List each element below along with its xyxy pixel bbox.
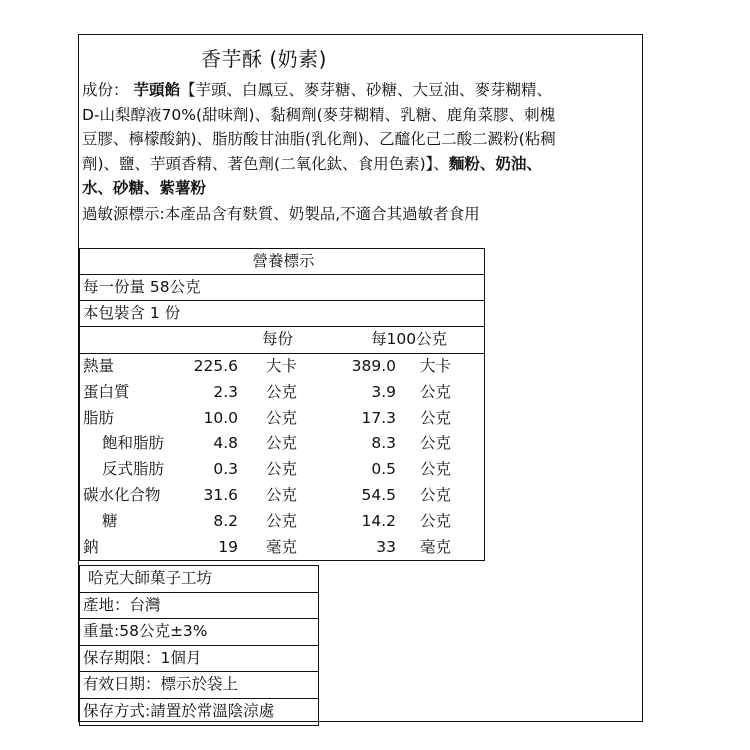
- nutrient-row: [80, 509, 484, 535]
- nutrient-name: 碳水化合物: [83, 485, 161, 504]
- ingredients-line: [82, 152, 638, 177]
- nutrition-title: 營養標示: [80, 249, 485, 275]
- col-per-100g: 每100公克: [371, 330, 448, 348]
- product-label: [78, 34, 643, 722]
- nutrient-row: [80, 354, 484, 380]
- ingredients-list: [82, 78, 638, 201]
- unit-per-serving: 公克: [266, 434, 298, 453]
- nutrient-name: 糖: [102, 511, 118, 530]
- ingredients-line: [82, 127, 638, 152]
- unit-per-serving: 公克: [266, 460, 298, 479]
- unit-per-serving: 公克: [266, 485, 298, 504]
- nutrition-column-headers: [80, 327, 485, 354]
- nutrient-name: 飽和脂肪: [102, 434, 165, 453]
- unit-per-serving: 毫克: [266, 537, 298, 556]
- unit-per-100g: 公克: [420, 434, 452, 453]
- ingredients-line: [82, 103, 638, 128]
- ingredient-bold: 麵粉、奶油、: [448, 154, 542, 173]
- ingredient-text: D-山梨醇液70%(甜味劑)、黏稠劑(麥芽糊精、乳糖、鹿角菜膠、刺槐: [82, 105, 556, 124]
- nutrient-row: [80, 483, 484, 509]
- allergen-notice: 過敏源標示:本產品含有麩質、奶製品,不適合其過敏者食用: [82, 205, 480, 223]
- ingredient-text: 劑)、鹽、芋頭香精、著色劑(二氧化鈦、食用色素)】、: [82, 154, 449, 173]
- ingredient-text: 豆膠、檸檬酸鈉)、脂肪酸甘油脂(乳化劑)、乙醯化己二酸二澱粉(粘稠: [82, 130, 556, 148]
- value-per-100g: 14.2: [361, 511, 396, 530]
- servings-per-package: 本包裝含 1 份: [80, 301, 485, 327]
- nutrient-row: [80, 535, 484, 561]
- nutrient-name: 反式脂肪: [102, 460, 165, 479]
- nutrient-row: [80, 406, 484, 432]
- nutrition-facts-table: [79, 248, 485, 561]
- ingredients-label: 成份：: [82, 81, 129, 99]
- value-per-serving: 225.6: [193, 357, 238, 375]
- unit-per-100g: 公克: [420, 382, 452, 401]
- nutrient-name: 蛋白質: [83, 382, 130, 401]
- nutrient-name: 熱量: [83, 357, 115, 375]
- value-per-serving: 31.6: [203, 485, 238, 504]
- unit-per-100g: 公克: [420, 408, 452, 427]
- unit-per-serving: 大卡: [266, 357, 298, 375]
- value-per-100g: 389.0: [351, 357, 396, 375]
- nutrient-name: 鈉: [83, 537, 99, 556]
- value-per-100g: 33: [376, 537, 396, 556]
- product-info-table: [79, 565, 319, 726]
- nutrient-row: [80, 457, 484, 483]
- value-per-100g: 8.3: [371, 434, 396, 453]
- value-per-serving: 4.8: [213, 434, 238, 453]
- value-per-serving: 19: [218, 537, 238, 556]
- ingredients-line: [82, 78, 638, 103]
- unit-per-100g: 公克: [420, 511, 452, 530]
- unit-per-100g: 大卡: [420, 357, 452, 375]
- unit-per-100g: 公克: [420, 485, 452, 504]
- value-per-100g: 54.5: [361, 485, 396, 504]
- value-per-serving: 0.3: [213, 460, 238, 479]
- unit-per-100g: 毫克: [420, 537, 452, 556]
- nutrient-row: [80, 380, 484, 406]
- col-per-serving: 每份: [262, 330, 294, 348]
- value-per-100g: 3.9: [371, 382, 396, 401]
- ingredient-bold: 水、砂糖、紫薯粉: [82, 179, 207, 197]
- ingredients-line: [82, 176, 638, 201]
- storage-method: 保存方式:請置於常溫陰涼處: [80, 698, 319, 725]
- value-per-serving: 8.2: [213, 511, 238, 530]
- unit-per-100g: 公克: [420, 460, 452, 479]
- ingredient-bold: 芋頭餡: [133, 81, 180, 99]
- origin: 產地：台灣: [80, 592, 319, 619]
- product-title: 香芋酥 (奶素): [201, 47, 327, 71]
- net-weight: 重量:58公克±3%: [80, 619, 319, 646]
- ingredient-text: 【芋頭、白鳳豆、麥芽糖、砂糖、大豆油、麥芽糊精、: [179, 81, 552, 99]
- value-per-100g: 17.3: [361, 408, 396, 427]
- value-per-100g: 0.5: [371, 460, 396, 479]
- unit-per-serving: 公克: [266, 511, 298, 530]
- expiry-date: 有效日期：標示於袋上: [80, 672, 319, 699]
- shelf-life: 保存期限：1個月: [80, 645, 319, 672]
- manufacturer: 哈克大師菓子工坊: [80, 566, 319, 593]
- unit-per-serving: 公克: [266, 382, 298, 401]
- value-per-serving: 10.0: [203, 408, 238, 427]
- serving-size: 每一份量 58公克: [80, 275, 485, 301]
- value-per-serving: 2.3: [213, 382, 238, 401]
- nutrient-row: [80, 431, 484, 457]
- nutrition-rows: [80, 354, 485, 561]
- unit-per-serving: 公克: [266, 408, 298, 427]
- nutrient-name: 脂肪: [83, 408, 115, 427]
